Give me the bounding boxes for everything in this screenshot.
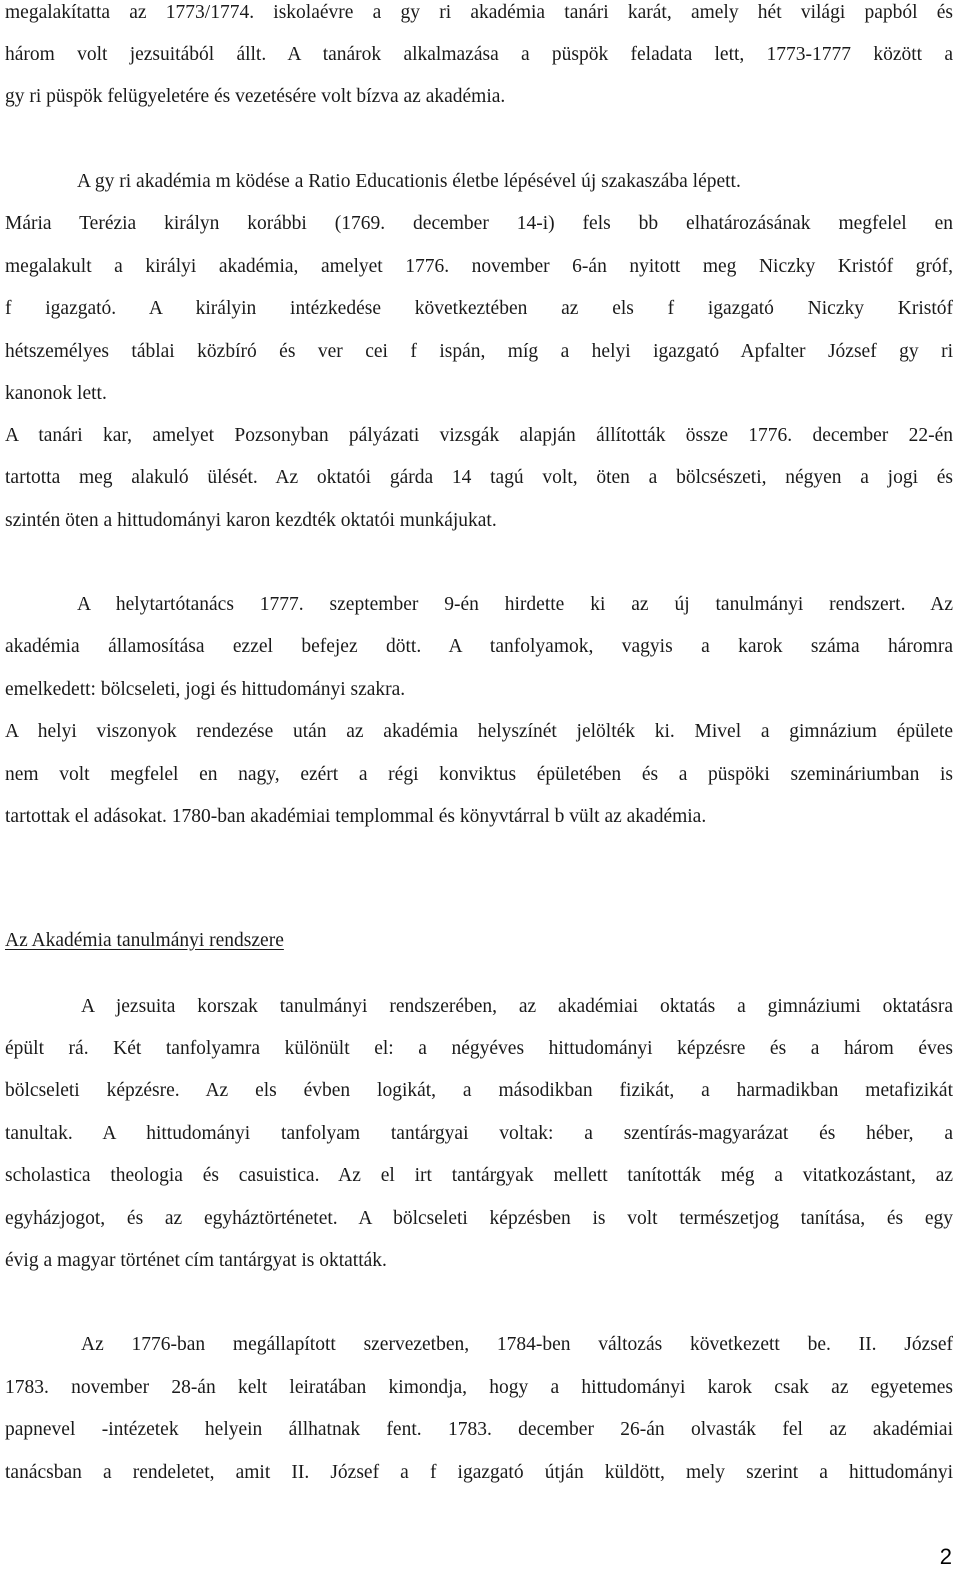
text-line: szintén öten a hittudományi karon kezdték oktatói munkájukat. (5, 510, 497, 531)
text-line: hétszemélyes táblai közbíró és ver cei f ispán, míg a helyi igazgató Apfalter József gy ri (5, 341, 953, 362)
section-heading: Az Akadémia tanulmányi rendszere (5, 930, 284, 951)
text-line: kanonok lett. (5, 383, 107, 404)
text-line: nem volt megfelel en nagy, ezért a régi konviktus épületében és a püspöki szemináriumban is (5, 764, 953, 785)
text-line: A helytartótanács 1777. szeptember 9-én hirdette ki az új tanulmányi rendszert. Az (77, 594, 953, 615)
text-line: épült rá. Két tanfolyamra különült el: a négyéves hittudományi képzésre és a három éves (5, 1038, 953, 1059)
text-line: tanultak. A hittudományi tanfolyam tantárgyai voltak: a szentírás-magyarázat és héber, a (5, 1123, 953, 1144)
text-line: gy ri püspök felügyeletére és vezetésére volt bízva az akadémia. (5, 86, 506, 107)
text-line: bölcseleti képzésre. Az els évben logikát, a másodikban fizikát, a harmadikban metafizikát (5, 1080, 953, 1101)
text-line: egyházjogot, és az egyháztörténetet. A bölcseleti képzésben is volt természetjog tanítása, és egy (5, 1208, 953, 1229)
text-line: A helyi viszonyok rendezése után az akadémia helyszínét jelölték ki. Mivel a gimnázium épülete (5, 721, 953, 742)
page-number: 2 (939, 1544, 952, 1569)
text-line: megalakult a királyi akadémia, amelyet 1776. november 6-án nyitott meg Niczky Kristóf gróf, (5, 256, 953, 277)
text-line: tartottak el adásokat. 1780-ban akadémiai templommal és könyvtárral b vült az akadémia. (5, 806, 707, 827)
text-line: f igazgató. A királyin intézkedése következtében az els f igazgató Niczky Kristóf (5, 298, 953, 319)
text-line: papnevel -intézetek helyein állhatnak fent. 1783. december 26-án olvasták fel az akadémiai (5, 1419, 953, 1440)
text-line: A gy ri akadémia m ködése a Ratio Educationis életbe lépésével új szakaszába lépett. (77, 171, 741, 192)
text-line: scholastica theologia és casuistica. Az el irt tantárgyak mellett tanították még a vitatkozástant, az (5, 1165, 953, 1186)
text-line: három volt jezsuitából állt. A tanárok alkalmazása a püspök feladata lett, 1773-1777 között a (5, 44, 953, 65)
text-line: A jezsuita korszak tanulmányi rendszerében, az akadémiai oktatás a gimnáziumi oktatásra (81, 996, 953, 1017)
text-line: 1783. november 28-án kelt leiratában kimondja, hogy a hittudományi karok csak az egyetemes (5, 1377, 953, 1398)
text-line: tartotta meg alakuló ülését. Az oktatói gárda 14 tagú volt, öten a bölcsészeti, négyen a jogi és (5, 467, 953, 488)
text-line: Mária Terézia királyn korábbi (1769. december 14-i) fels bb elhatározásának megfelel en (5, 213, 953, 234)
text-line: Az 1776-ban megállapított szervezetben, 1784-ben változás következett be. II. József (81, 1334, 953, 1355)
text-line: A tanári kar, amelyet Pozsonyban pályázati vizsgák alapján állították össze 1776. december 22-én (5, 425, 953, 446)
text-line: akadémia államosítása ezzel befejez dött. A tanfolyamok, vagyis a karok száma háromra (5, 636, 953, 657)
text-line: tanácsban a rendeletet, amit II. József a f igazgató útján küldött, mely szerint a hittudományi (5, 1462, 953, 1483)
text-line: emelkedett: bölcseleti, jogi és hittudományi szakra. (5, 679, 406, 700)
text-line: évig a magyar történet cím tantárgyat is oktatták. (5, 1250, 387, 1271)
text-line: megalakítatta az 1773/1774. iskolaévre a gy ri akadémia tanári karát, amely hét világi papból és (5, 2, 953, 23)
